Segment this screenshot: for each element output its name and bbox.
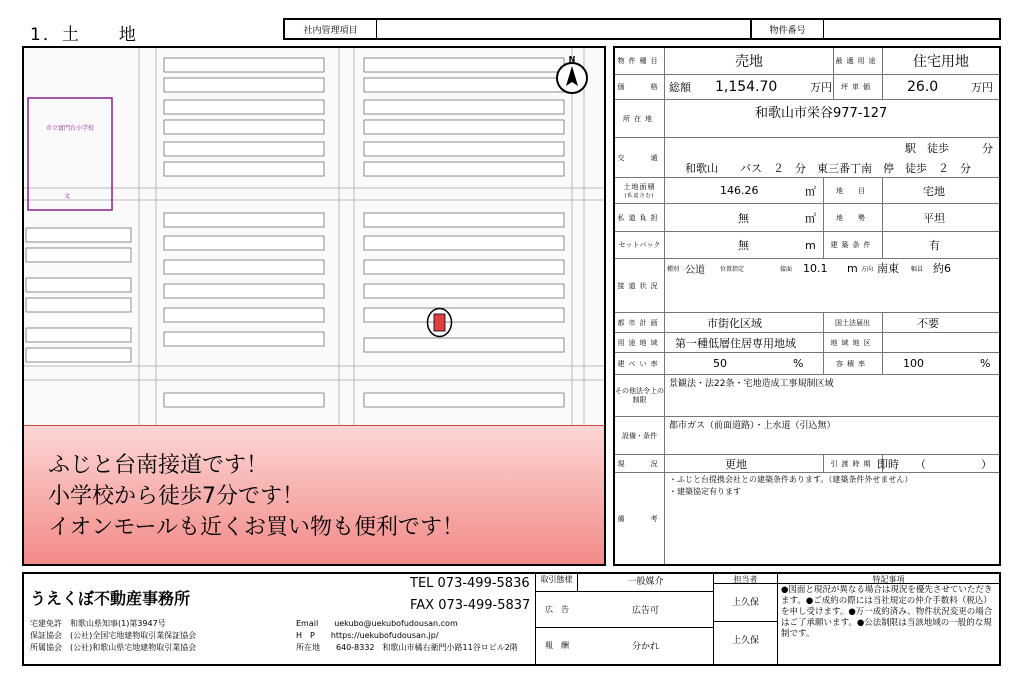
tsubo-value: 26.0 (907, 79, 939, 95)
remarks-2: ・建築協定有ります (669, 486, 741, 496)
zone-value: 第一種低層住居専用地域 (675, 336, 796, 350)
traffic-label: 交 通 (615, 138, 665, 177)
terrain-value: 平坦 (923, 211, 945, 225)
plan-label: 都市計画 (615, 313, 665, 332)
notes-box (777, 574, 999, 664)
id-header (752, 18, 1001, 40)
email: Email uekubo@uekubofudousan.com (296, 619, 458, 628)
staff-2: 上久保 (731, 636, 759, 646)
road-kind-label: 種別 (667, 265, 680, 273)
row-ratio (615, 353, 999, 375)
notify-label: 国土法届出 (823, 313, 883, 332)
handover-value: 即時 (877, 457, 899, 471)
staff-box (713, 574, 777, 664)
road-dir: 南東 (877, 262, 899, 275)
far-unit: % (980, 357, 991, 370)
company-name: うえくぼ不動産事務所 (30, 589, 191, 608)
tsubo-unit: 万円 (971, 81, 993, 94)
ad-label: 広 告 (545, 605, 569, 614)
row-address (615, 100, 999, 138)
type-value: 売地 (735, 54, 763, 70)
type-label: 物件種目 (615, 48, 665, 74)
road-unit: m (847, 261, 858, 275)
private-unit: ㎡ (805, 211, 816, 225)
facility-label: 設備・条件 (615, 417, 665, 454)
private-value: 無 (738, 211, 749, 225)
address-label: 所在地 (615, 100, 665, 137)
road-face: 10.1 (803, 261, 828, 275)
use-label: 最適用途 (833, 48, 883, 74)
row-road (615, 259, 999, 313)
row-status (615, 455, 999, 473)
deal-box (535, 574, 713, 664)
address: 所在地 640-8332 和歌山市橘右衛門小路11谷ロビル2階 (296, 643, 518, 652)
row-traffic (615, 138, 999, 178)
deal-label: 取引態様 (536, 574, 578, 591)
mgmt-label: 社内管理項目 (285, 20, 377, 38)
remarks-1: ・ふじと台提携会社との建築条件あります。（建築条件外せません） (669, 474, 913, 484)
setback-label: セットバック (615, 232, 665, 258)
footer (22, 572, 1001, 666)
handover-paren: （ ） (915, 457, 992, 471)
district-label: 地域地区 (823, 333, 883, 352)
price-label: 価 格 (615, 75, 665, 99)
promo-banner (24, 425, 604, 564)
land-value: 宅地 (923, 184, 945, 198)
property-info-table (613, 46, 1001, 566)
remarks-label: 備 考 (615, 473, 665, 564)
area-sub: (私道含む) (624, 193, 655, 199)
assoc2: 所属協会 (公社)和歌山県宅地建物取引業協会 (30, 643, 197, 652)
staff-label: 担当者 (714, 574, 777, 584)
row-type (615, 48, 999, 75)
road-kind: 公道 (685, 264, 705, 276)
private-label: 私道負担 (615, 204, 665, 231)
promo-line-2: 小学校から徒歩7分です！ (48, 484, 304, 509)
hp: H P https://uekubofudousan.jp/ (296, 631, 439, 640)
law-label: その他法令上の制限 (615, 375, 665, 416)
assoc1: 保証協会 (公社)全国宅地建物取引業保証協会 (30, 631, 197, 640)
school-label: 市立富門台小学校 (45, 125, 95, 132)
row-zone (615, 333, 999, 353)
tsubo-label: 坪単価 (833, 75, 883, 99)
far-label: 容積率 (823, 353, 883, 374)
road-pos-label: 位置指定 (720, 265, 745, 273)
zone-label: 用途地域 (615, 333, 665, 352)
total-unit: 万円 (810, 81, 832, 94)
fax: FAX 073-499-5837 (410, 598, 531, 613)
deal-value: 一般媒介 (627, 577, 664, 587)
row-facility (615, 417, 999, 455)
notify-value: 不要 (917, 316, 939, 330)
road-width-label: 幅員 (911, 265, 924, 273)
use-value: 住宅用地 (913, 54, 969, 70)
fee-value: 分かれ (631, 641, 659, 652)
notes-text: ●図面と現況が異なる場合は現況を優先させていただきます。●ご成約の際には当社規定の仲介手数料（税込）を申し受けます。●万一成約済み、物件状況変更の場合はご了承願います。●公法制限は当該地域の一般的な規制です。 (781, 585, 993, 639)
setback-unit: m (805, 238, 816, 252)
notes-label: 特記事項 (778, 574, 999, 584)
bcr-label: 建ぺい率 (615, 353, 665, 374)
bcr-value: 50 (713, 357, 727, 370)
map-drawing (24, 48, 606, 428)
plan-value: 市街化区域 (707, 316, 762, 330)
row-price (615, 75, 999, 100)
row-remarks (615, 473, 999, 564)
address-value: 和歌山市栄谷977-127 (755, 105, 888, 121)
cond-value: 有 (929, 239, 940, 252)
facility-value: 都市ガス（前面道路）・上水道（引込無） (669, 420, 836, 431)
area-unit: ㎡ (805, 184, 816, 198)
promo-line-3: イオンモールも近くお買い物も便利です！ (48, 515, 465, 540)
road-dir-label: 方向 (861, 265, 874, 273)
area-label: 土地面積 (623, 183, 656, 191)
bcr-unit: % (793, 357, 804, 370)
page-title: 1．土 地 (30, 25, 138, 45)
row-setback (615, 232, 999, 259)
land-label: 地 目 (823, 178, 883, 203)
id-label: 物件番号 (752, 20, 824, 38)
area-value: 146.26 (720, 184, 759, 197)
cond-label: 建築条件 (823, 232, 883, 258)
fee-label: 報 酬 (545, 640, 569, 650)
ad-value: 広告可 (631, 606, 659, 616)
traffic-line1: 駅 徒歩 分 (905, 142, 993, 155)
road-face-label: 接面 (780, 265, 793, 273)
staff-1: 上久保 (714, 584, 777, 622)
far-value: 100 (903, 357, 924, 370)
north-label: N (568, 55, 576, 64)
total-value: 1,154.70 (715, 79, 778, 95)
row-law (615, 375, 999, 417)
road-label: 接道状況 (615, 259, 665, 312)
law-value: 景観法・法22条・宅地造成工事規制区域 (669, 378, 834, 389)
row-plan (615, 313, 999, 333)
status-value: 更地 (725, 457, 747, 471)
tel: TEL 073-499-5836 (410, 576, 530, 591)
bun-label: 文 (64, 193, 71, 200)
area-label-cell (615, 178, 665, 203)
id-value (824, 20, 999, 38)
terrain-label: 地 勢 (823, 204, 883, 231)
mgmt-value (377, 20, 750, 38)
promo-line-1: ふじと台南接道です！ (48, 453, 269, 478)
mgmt-header (283, 18, 752, 40)
handover-label: 引渡時期 (823, 455, 883, 472)
target-lot (434, 314, 445, 331)
setback-value: 無 (738, 239, 749, 252)
row-area (615, 178, 999, 204)
row-private (615, 204, 999, 232)
status-label: 現 況 (615, 455, 665, 472)
road-width: 約6 (933, 262, 951, 275)
traffic-line2: 和歌山 バス ２ 分 東三番丁南 停 徒歩 ２ 分 (685, 162, 971, 175)
total-label: 総額 (669, 81, 691, 94)
license: 宅建免許 和歌山県知事(1)第3947号 (30, 619, 166, 628)
